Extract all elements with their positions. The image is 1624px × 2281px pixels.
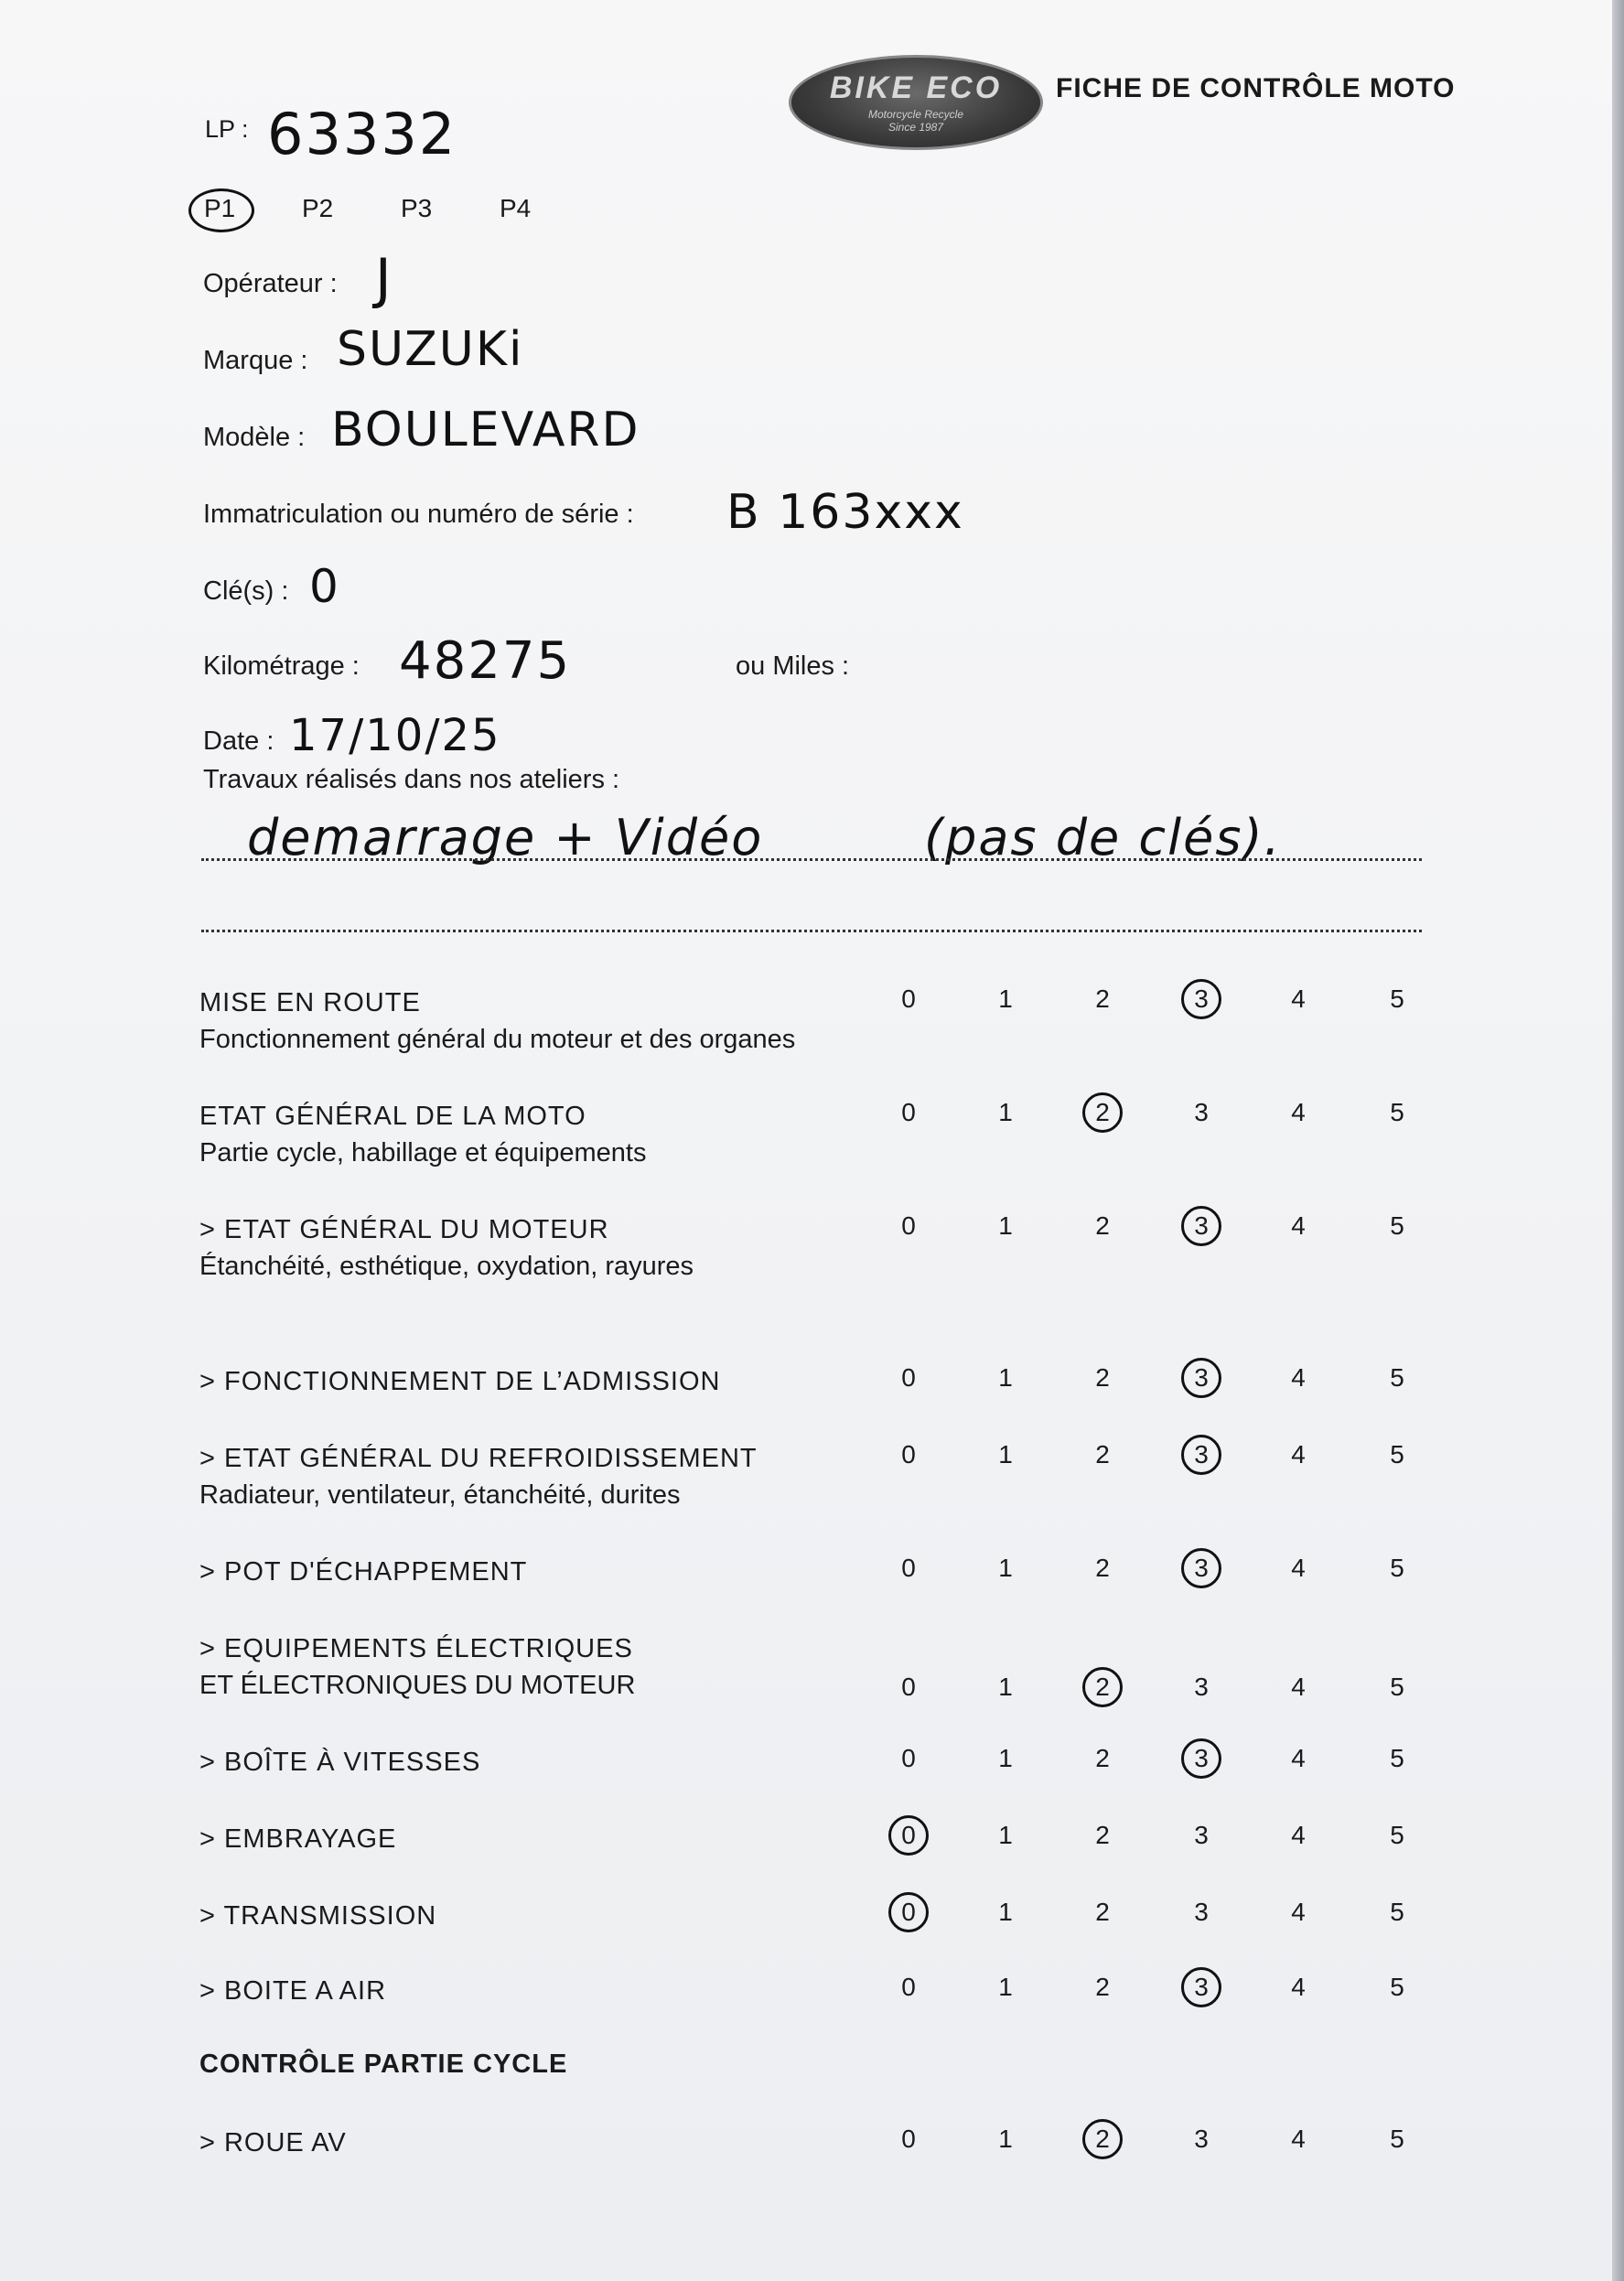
modele-value: BOULEVARD [331, 403, 640, 457]
sheet-edge [1612, 0, 1624, 2281]
kilometrage-label: Kilométrage : [203, 651, 360, 681]
cles-label: Clé(s) : [203, 576, 289, 606]
sheet-title: FICHE DE CONTRÔLE MOTO [1056, 73, 1456, 103]
travaux-value-2: (pas de clés). [924, 809, 1282, 866]
score-option-1[interactable]: 1 [998, 1744, 1013, 1772]
lp-value: 63332 [267, 101, 457, 167]
score-option-5[interactable]: 5 [1390, 984, 1404, 1013]
score-option-0[interactable]: 0 [901, 1744, 916, 1772]
score-option-0[interactable]: 0 [901, 1821, 916, 1849]
score-option-0[interactable]: 0 [901, 2125, 916, 2153]
score-option-4[interactable]: 4 [1291, 1973, 1306, 2001]
immatriculation-label: Immatriculation ou numéro de série : [203, 500, 634, 529]
score-option-5[interactable]: 5 [1390, 1554, 1404, 1582]
score-option-3[interactable]: 3 [1194, 1973, 1209, 2001]
check-subtitle: Étanchéité, esthétique, oxydation, rayures [199, 1252, 694, 1281]
score-option-4[interactable]: 4 [1291, 1363, 1306, 1392]
check-title: > BOITE A AIR [199, 1976, 387, 2006]
score-option-2[interactable]: 2 [1095, 1973, 1110, 2001]
date-label: Date : [203, 726, 274, 756]
marque-label: Marque : [203, 346, 308, 375]
score-option-2[interactable]: 2 [1095, 1211, 1110, 1240]
score-option-3[interactable]: 3 [1194, 1821, 1209, 1849]
score-option-2[interactable]: 2 [1095, 1673, 1110, 1701]
check-title: > ETAT GÉNÉRAL DU REFROIDISSEMENT [199, 1444, 758, 1473]
score-option-2[interactable]: 2 [1095, 1554, 1110, 1582]
position-option-p4: P4 [500, 194, 532, 222]
operateur-label: Opérateur : [203, 269, 338, 298]
score-option-3[interactable]: 3 [1194, 1898, 1209, 1926]
score-option-3[interactable]: 3 [1194, 1673, 1209, 1701]
score-option-0[interactable]: 0 [901, 1440, 916, 1469]
score-option-1[interactable]: 1 [998, 2125, 1013, 2153]
kilometrage-value: 48275 [399, 631, 572, 691]
operateur-value: J [375, 247, 393, 311]
score-option-1[interactable]: 1 [998, 984, 1013, 1013]
score-option-2[interactable]: 2 [1095, 984, 1110, 1013]
score-option-1[interactable]: 1 [998, 1211, 1013, 1240]
score-selected-circle [1181, 1358, 1221, 1398]
check-title: > ROUE AV [199, 2128, 347, 2157]
score-option-3[interactable]: 3 [1194, 1554, 1209, 1582]
score-option-2[interactable]: 2 [1095, 1898, 1110, 1926]
cles-value: 0 [309, 560, 340, 613]
score-selected-circle [1181, 1206, 1221, 1246]
position-option-p2: P2 [302, 194, 334, 222]
check-title: > ETAT GÉNÉRAL DU MOTEUR [199, 1215, 609, 1244]
score-option-1[interactable]: 1 [998, 1440, 1013, 1469]
bike-eco-logo [789, 55, 1043, 150]
check-title: > POT D'ÉCHAPPEMENT [199, 1557, 528, 1587]
score-option-4[interactable]: 4 [1291, 1211, 1306, 1240]
score-option-3[interactable]: 3 [1194, 1440, 1209, 1469]
score-option-3[interactable]: 3 [1194, 1744, 1209, 1772]
marque-value: SUZUKi [337, 322, 524, 377]
score-option-2[interactable]: 2 [1095, 1363, 1110, 1392]
score-option-1[interactable]: 1 [998, 1898, 1013, 1926]
modele-label: Modèle : [203, 423, 306, 452]
check-subtitle: Fonctionnement général du moteur et des organes [199, 1025, 796, 1054]
score-option-2[interactable]: 2 [1095, 1098, 1110, 1126]
immatriculation-value: B 163xxx [726, 485, 964, 540]
score-option-5[interactable]: 5 [1390, 1673, 1404, 1701]
score-option-1[interactable]: 1 [998, 1554, 1013, 1582]
score-option-4[interactable]: 4 [1291, 1440, 1306, 1469]
logo-line1: Motorcycle Recycle [867, 108, 964, 121]
score-option-4[interactable]: 4 [1291, 1821, 1306, 1849]
score-option-4[interactable]: 4 [1291, 1673, 1306, 1701]
score-option-5[interactable]: 5 [1390, 1440, 1404, 1469]
score-option-5[interactable]: 5 [1390, 1744, 1404, 1772]
score-option-5[interactable]: 5 [1390, 1973, 1404, 2001]
score-option-3[interactable]: 3 [1194, 984, 1209, 1013]
score-option-2[interactable]: 2 [1095, 2125, 1110, 2153]
check-title: MISE EN ROUTE [199, 988, 421, 1017]
travaux-line-1 [201, 858, 1422, 861]
logo-line2: Since 1987 [887, 121, 944, 134]
score-option-4[interactable]: 4 [1291, 2125, 1306, 2153]
logo-name: BIKE ECO [829, 70, 1003, 105]
section-partie-cycle-title: CONTRÔLE PARTIE CYCLE [199, 2050, 568, 2079]
score-selected-circle [1082, 2119, 1123, 2159]
check-title: > BOÎTE À VITESSES [199, 1748, 481, 1777]
check-title: > EQUIPEMENTS ÉLECTRIQUES [199, 1634, 633, 1663]
score-option-5[interactable]: 5 [1390, 2125, 1404, 2153]
score-option-5[interactable]: 5 [1390, 1211, 1404, 1240]
score-selected-circle [1181, 1738, 1221, 1779]
score-option-0[interactable]: 0 [901, 1898, 916, 1926]
score-option-4[interactable]: 4 [1291, 1744, 1306, 1772]
check-subtitle: ET ÉLECTRONIQUES DU MOTEUR [199, 1671, 636, 1700]
score-option-0[interactable]: 0 [901, 984, 916, 1013]
check-title: > FONCTIONNEMENT DE L’ADMISSION [199, 1367, 721, 1396]
score-option-4[interactable]: 4 [1291, 1554, 1306, 1582]
score-option-2[interactable]: 2 [1095, 1440, 1110, 1469]
score-selected-circle [1082, 1667, 1123, 1707]
score-option-5[interactable]: 5 [1390, 1098, 1404, 1126]
score-option-4[interactable]: 4 [1291, 1098, 1306, 1126]
score-option-0[interactable]: 0 [901, 1973, 916, 2001]
travaux-value-1: demarrage + Vidéo [247, 809, 764, 866]
date-value: 17/10/25 [289, 710, 501, 761]
score-selected-circle [888, 1815, 929, 1856]
score-selected-circle [1181, 1435, 1221, 1475]
score-option-0[interactable]: 0 [901, 1098, 916, 1126]
check-title: > EMBRAYAGE [199, 1824, 397, 1854]
check-subtitle: Radiateur, ventilateur, étanchéité, durites [199, 1480, 681, 1510]
travaux-line-2 [201, 930, 1422, 932]
score-option-3[interactable]: 3 [1194, 1363, 1209, 1392]
score-option-3[interactable]: 3 [1194, 2125, 1209, 2153]
lp-label: LP : [205, 115, 249, 143]
score-option-2[interactable]: 2 [1095, 1821, 1110, 1849]
score-option-1[interactable]: 1 [998, 1973, 1013, 2001]
score-option-5[interactable]: 5 [1390, 1821, 1404, 1849]
score-option-0[interactable]: 0 [901, 1554, 916, 1582]
score-option-3[interactable]: 3 [1194, 1211, 1209, 1240]
position-option-p1: P1 [204, 194, 236, 222]
check-title: ETAT GÉNÉRAL DE LA MOTO [199, 1102, 586, 1131]
score-option-4[interactable]: 4 [1291, 984, 1306, 1013]
score-option-5[interactable]: 5 [1390, 1898, 1404, 1926]
score-selected-circle [1181, 1548, 1221, 1588]
score-option-3[interactable]: 3 [1194, 1098, 1209, 1126]
check-subtitle: Partie cycle, habillage et équipements [199, 1138, 647, 1167]
score-option-1[interactable]: 1 [998, 1673, 1013, 1701]
position-option-p3: P3 [401, 194, 433, 222]
score-option-0[interactable]: 0 [901, 1673, 916, 1701]
score-selected-circle [1181, 979, 1221, 1019]
score-selected-circle [888, 1892, 929, 1932]
score-option-4[interactable]: 4 [1291, 1898, 1306, 1926]
score-option-5[interactable]: 5 [1390, 1363, 1404, 1392]
score-option-0[interactable]: 0 [901, 1211, 916, 1240]
check-title: > TRANSMISSION [199, 1901, 437, 1931]
travaux-label: Travaux réalisés dans nos ateliers : [203, 765, 620, 794]
score-option-0[interactable]: 0 [901, 1363, 916, 1392]
score-option-1[interactable]: 1 [998, 1098, 1013, 1126]
score-option-2[interactable]: 2 [1095, 1744, 1110, 1772]
score-selected-circle [1181, 1967, 1221, 2007]
score-option-1[interactable]: 1 [998, 1821, 1013, 1849]
score-option-1[interactable]: 1 [998, 1363, 1013, 1392]
score-selected-circle [1082, 1092, 1123, 1133]
miles-label: ou Miles : [736, 651, 850, 681]
